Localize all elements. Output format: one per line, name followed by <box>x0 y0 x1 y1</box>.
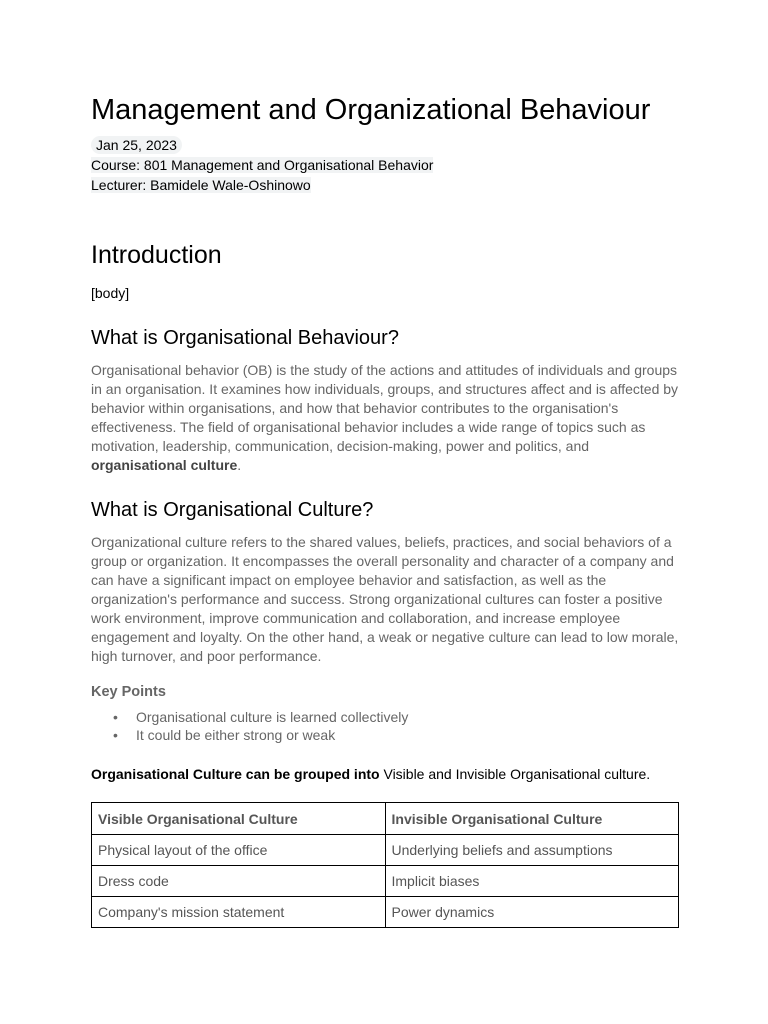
key-points-list <box>91 708 679 744</box>
table-header-row <box>92 803 679 835</box>
ob-heading: What is Organisational Behaviour? <box>91 327 399 349</box>
document-body <box>91 91 679 928</box>
key-points-heading: Key Points <box>91 684 166 700</box>
table-row <box>92 897 679 928</box>
table-cell: Power dynamics <box>385 897 679 928</box>
table-row <box>92 835 679 866</box>
list-item: • Organisational culture is learned collectively <box>91 708 679 726</box>
table-header-invisible: Invisible Organisational Culture <box>385 803 679 835</box>
course-line: Course: 801 Management and Organisational Behavior <box>91 157 434 173</box>
ob-bold-term: organisational culture <box>91 457 238 473</box>
table-cell: Dress code <box>92 866 386 897</box>
document-meta <box>91 135 679 195</box>
introduction-body: [body] <box>91 285 130 301</box>
document-title: Management and Organizational Behaviour <box>91 94 651 126</box>
lecturer-line: Lecturer: Bamidele Wale-Oshinowo <box>91 177 311 193</box>
ob-period: . <box>237 457 242 473</box>
grouping-rest: Visible and Invisible Organisational culture. <box>383 766 651 782</box>
oc-heading: What is Organisational Culture? <box>91 499 374 521</box>
date-chip[interactable]: Jan 25, 2023 <box>91 136 182 154</box>
culture-table <box>91 802 679 928</box>
table-cell: Physical layout of the office <box>92 835 386 866</box>
table-header-visible: Visible Organisational Culture <box>92 803 386 835</box>
table-cell: Implicit biases <box>385 866 679 897</box>
grouping-bold: Organisational Culture can be grouped into <box>91 766 380 782</box>
table-cell: Underlying beliefs and assumptions <box>385 835 679 866</box>
ob-text: Organisational behavior (OB) is the study of the actions and attitudes of individuals and groups in an organisation. It examines how individuals, groups, and structures affect and is affected by behavior within organisations, and how that behavior contributes to the organisation's effectiveness. The field of organisational behavior includes a wide range of topics such as motivation, leadership, communication, decision-making, power and politics, and <box>91 362 679 454</box>
grouping-sentence <box>91 764 679 784</box>
ob-paragraph <box>91 361 679 475</box>
list-item: • It could be either strong or weak <box>91 726 679 744</box>
oc-paragraph: Organizational culture refers to the shared values, beliefs, practices, and social behaviors of a group or organization. It encompasses the overall personality and character of a company and can have a significant impact on employee behavior and satisfaction, as well as the organization's performance and success. Strong organizational cultures can foster a positive work environment, improve communication and collaboration, and increase employee engagement and loyalty. On the other hand, a weak or negative culture can lead to low morale, high turnover, and poor performance. <box>91 534 679 664</box>
table-row <box>92 866 679 897</box>
introduction-heading: Introduction <box>91 241 222 269</box>
table-cell: Company's mission statement <box>92 897 386 928</box>
